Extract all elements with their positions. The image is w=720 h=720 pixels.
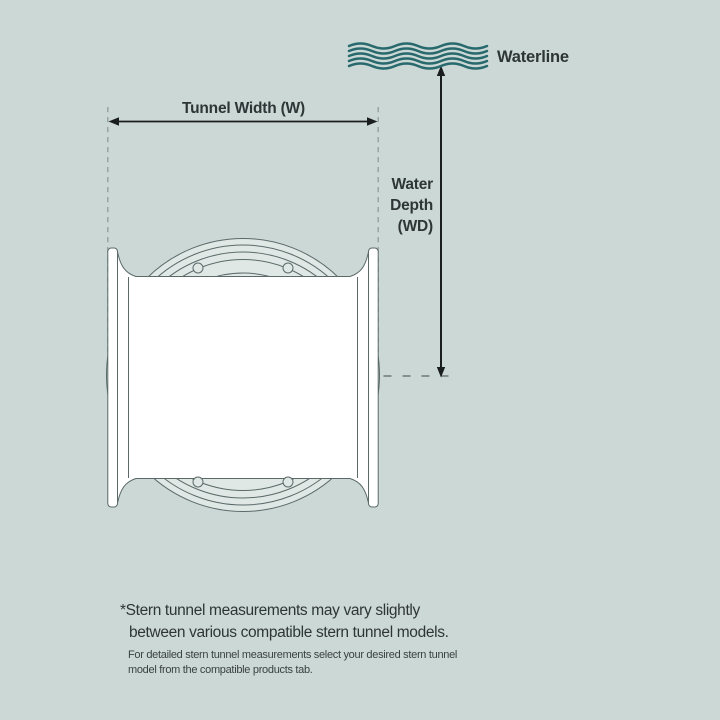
tunnel-width-dimension-arrow xyxy=(109,117,378,125)
flange-rim-left xyxy=(108,248,118,507)
waterline-label: Waterline xyxy=(497,48,569,66)
tunnel-width-label: Tunnel Width (W) xyxy=(182,100,305,117)
detail-instruction-line1: For detailed stern tunnel measurements select your desired stern tunnel xyxy=(128,649,458,661)
bolt-hole xyxy=(283,263,293,273)
bolt-hole xyxy=(283,477,293,487)
detail-instruction-line2: model from the compatible products tab. xyxy=(128,664,313,676)
detail-instruction-note xyxy=(128,648,457,678)
bolt-hole xyxy=(193,263,203,273)
water-depth-label-line1: Water xyxy=(391,176,433,193)
water-depth-label xyxy=(333,174,433,237)
measurement-disclaimer-line2: between various compatible stern tunnel models. xyxy=(129,624,449,641)
flange-rim-right xyxy=(369,248,379,507)
measurement-disclaimer xyxy=(120,600,449,644)
stern-tunnel-drawing xyxy=(107,239,380,512)
measurement-disclaimer-line1: *Stern tunnel measurements may vary slightly xyxy=(120,602,420,619)
water-depth-dimension-arrow xyxy=(437,66,445,378)
bolt-hole xyxy=(193,477,203,487)
water-depth-label-line2: Depth xyxy=(390,197,433,214)
water-depth-label-line3: (WD) xyxy=(397,218,433,235)
waterline-waves-icon xyxy=(349,44,487,69)
tunnel-tube-body xyxy=(118,252,369,503)
